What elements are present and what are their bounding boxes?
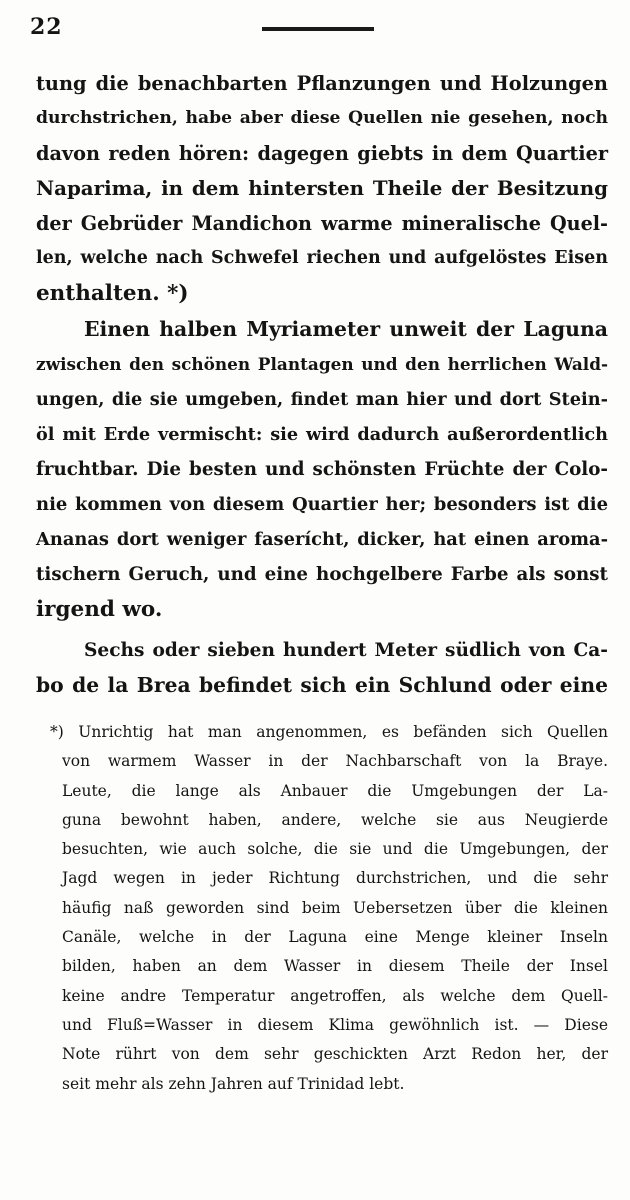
body-line: der Gebrüder Mandichon warme mineralische Quel- [36, 212, 608, 235]
footnote-line: Jagd wegen in jeder Richtung durchstrichen, und die sehr [62, 869, 608, 888]
body-line: Sechs oder sieben hundert Meter südlich von Ca- [84, 640, 608, 661]
body-line: durchstrichen, habe aber diese Quellen nie gesehen, noch [36, 108, 608, 128]
footnote-line: Note rührt von dem sehr geschickten Arzt Redon her, der [62, 1045, 608, 1064]
body-line: Naparima, in dem hintersten Theile der Besitzung [36, 176, 608, 200]
body-line: zwischen den schönen Plantagen und den herrlichen Wald- [36, 354, 608, 374]
body-line: davon reden hören: dagegen giebts in dem Quartier [36, 142, 608, 165]
body-line: Einen halben Myriameter unweit der Laguna [84, 317, 608, 341]
body-paragraph-3 [36, 633, 608, 703]
footnote-line: und Fluß=Wasser in diesem Klima gewöhnlich ist. — Diese [62, 1015, 608, 1034]
body-line: len, welche nach Schwefel riechen und aufgelöstes Eisen [36, 248, 608, 268]
footnote-line: keine andre Temperatur angetroffen, als welche dem Quell- [62, 986, 608, 1005]
footnote-line: besuchten, wie auch solche, die sie und die Umgebungen, der [62, 840, 608, 859]
body-line: tung die benachbarten Pflanzungen und Holzungen [36, 72, 608, 95]
body-line: enthalten. *) [36, 281, 189, 306]
footnote-line: von warmem Wasser in der Nachbarschaft von la Braye. [62, 752, 608, 771]
body-line: Ananas dort weniger faserícht, dicker, hat einen aroma- [36, 529, 608, 550]
body-paragraph-1 [36, 66, 608, 311]
body-line: nie kommen von diesem Quartier her; besonders ist die [36, 494, 608, 515]
body-line: irgend wo. [36, 597, 163, 622]
body-line: fruchtbar. Die besten und schönsten Früchte der Colo- [36, 459, 608, 480]
footnote-line: seit mehr als zehn Jahren auf Trinidad lebt. [62, 1074, 405, 1093]
page-number: 22 [30, 14, 63, 40]
footnote-line: häufig naß geworden sind beim Uebersetzen über die kleinen [62, 898, 608, 917]
body-line: öl mit Erde vermischt: sie wird dadurch außerordentlich [36, 424, 608, 445]
body-line: tischern Geruch, und eine hochgelbere Farbe als sonst [36, 564, 608, 585]
body-paragraph-2 [36, 312, 608, 627]
footnote-line: guna bewohnt haben, andere, welche sie aus Neugierde [62, 810, 608, 829]
footnote-line: *) Unrichtig hat man angenommen, es befänden sich Quellen [50, 723, 608, 741]
footnote-line: Canäle, welche in der Laguna eine Menge kleiner Inseln [62, 928, 608, 947]
header-rule [262, 27, 374, 31]
footnote-line: bilden, haben an dem Wasser in diesem Theile der Insel [62, 957, 608, 976]
body-line: ungen, die sie umgeben, findet man hier und dort Stein- [36, 389, 608, 410]
footnote [50, 718, 608, 1099]
body-line: bo de la Brea befindet sich ein Schlund oder eine [36, 673, 608, 697]
footnote-line: Leute, die lange als Anbauer die Umgebungen der La- [62, 781, 608, 800]
